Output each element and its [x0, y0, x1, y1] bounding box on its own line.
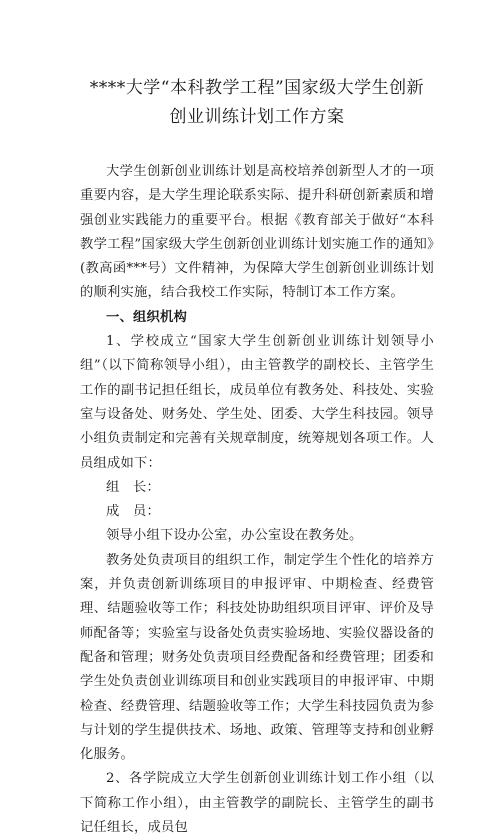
- paragraph-office: 领导小组下设办公室，办公室设在教务处。: [106, 528, 363, 544]
- paragraph-college-workgroup: 2、各学院成立大学生创新创业训练计划工作小组（以下简称工作小组），由主管教学的副院长、主管学生的副书记任组长，成员包: [80, 771, 434, 836]
- paragraph-group-leader: 组 长：: [106, 479, 160, 495]
- section-heading-organization: 一、组织机构: [106, 309, 187, 325]
- paragraph-responsibilities: 教务处负责项目的组织工作，制定学生个性化的培养方案，并负责创新训练项目的申报评审、中期检查、经费管理、结题验收等工作；科技处协助组织项目评审、评价及导师配备等；实验室与设备处负责实验场地、实验仪器设备的配备和管理；财务处负责项目经费配备和经费管理；团委和学生处负责创业训练项目和创业实践项目的申报评审、中期检查、经费管理、结题验收等工作；大学生科技园负责为参与计划的学生提供技术、场地、政策、管理等支持和创业孵化服务。: [80, 552, 434, 763]
- paragraph-leadership-group: 1、学校成立“国家大学生创新创业训练计划领导小组”（以下简称领导小组），由主管教学的副校长、主管学生工作的副书记担任组长，成员单位有教务处、科技处、实验室与设备处、财务处、学生处、团委、大学生科技园。领导小组负责制定和完善有关规章制度，统筹规划各项工作。人员组成如下：: [80, 334, 434, 471]
- title-line-2: 创业训练计划工作方案: [169, 107, 345, 127]
- document-title: [80, 74, 434, 132]
- title-line-1: ****大学“本科教学工程”国家级大学生创新: [89, 78, 425, 98]
- intro-paragraph: 大学生创新创业训练计划是高校培养创新型人才的一项重要内容，是大学生理论联系实际、提升科研创新素质和增强创业实践能力的重要平台。根据《教育部关于做好“本科教学工程”国家级大学生创新创业训练计划实施工作的通知》(教高函***号）文件精神，为保障大学生创新创业训练计划的顺利实施，结合我校工作实际，特制订本工作方案。: [80, 164, 434, 301]
- title-spacer: [80, 132, 434, 160]
- paragraph-group-members: 成 员：: [106, 504, 160, 520]
